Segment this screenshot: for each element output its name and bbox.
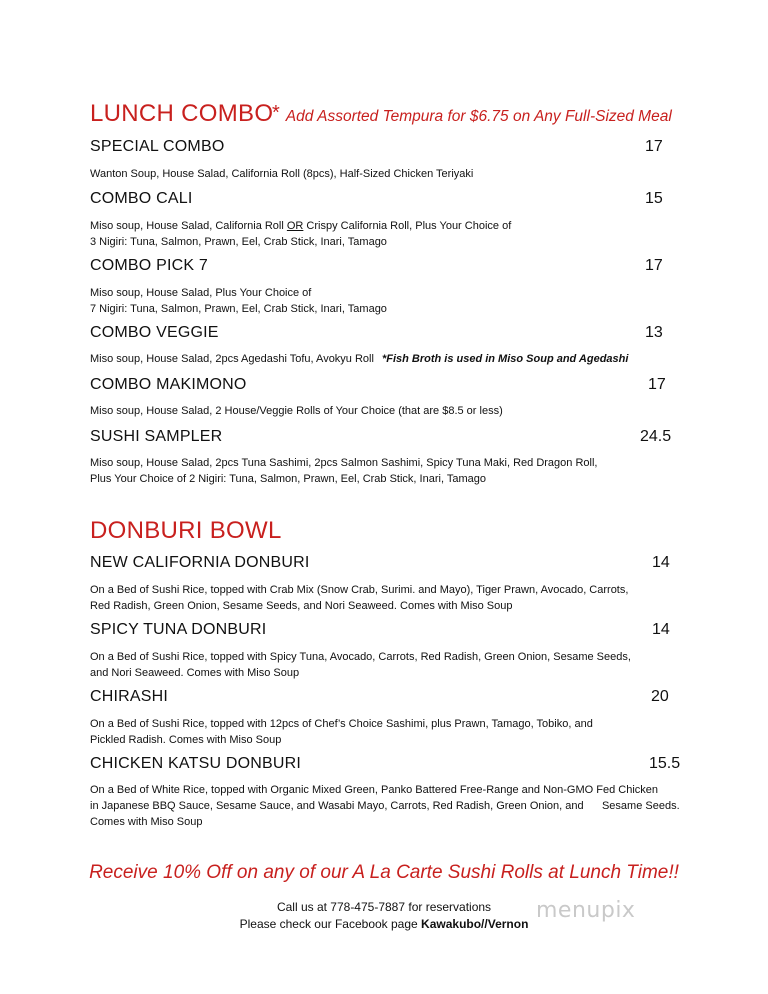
tempura-note-text: Add Assorted Tempura for $6.75 on Any Full-Sized Meal bbox=[285, 108, 672, 125]
menu-item-price: 13 bbox=[645, 324, 663, 341]
note-star: * bbox=[272, 102, 280, 124]
desc-line: Miso soup, House Salad, 2 House/Veggie Rolls of Your Choice (that are $8.5 or less) bbox=[90, 405, 503, 417]
menu-item-price: 20 bbox=[651, 688, 669, 705]
menu-item-name: NEW CALIFORNIA DONBURI bbox=[90, 554, 310, 571]
menu-item-description bbox=[90, 285, 690, 317]
menu-item-description bbox=[90, 782, 690, 830]
desc-or: OR bbox=[286, 220, 304, 232]
menu-item-price: 15.5 bbox=[649, 755, 681, 772]
menu-item-name: SPECIAL COMBO bbox=[90, 138, 225, 155]
desc-line: Wanton Soup, House Salad, California Roll (8pcs), Half-Sized Chicken Teriyaki bbox=[90, 168, 474, 180]
menu-item-name: COMBO CALI bbox=[90, 190, 193, 207]
desc-line: Red Radish, Green Onion, Sesame Seeds, and Nori Seaweed. Comes with Miso Soup bbox=[90, 600, 513, 612]
menu-item-description bbox=[90, 403, 690, 419]
menu-item-description bbox=[90, 166, 690, 182]
menu-item-name: CHICKEN KATSU DONBURI bbox=[90, 755, 302, 772]
menu-item-price: 24.5 bbox=[640, 428, 672, 445]
fish-broth-note: *Fish Broth is used in Miso Soup and Agedashi bbox=[381, 353, 629, 365]
menu-item-name: SPICY TUNA DONBURI bbox=[90, 621, 267, 638]
contact-phone: Call us at 778-475-7887 for reservations bbox=[276, 900, 492, 914]
tempura-note bbox=[272, 104, 672, 127]
desc-line: Miso soup, House Salad, 2pcs Tuna Sashimi, 2pcs Salmon Sashimi, Spicy Tuna Maki, Red Dragon Roll, bbox=[90, 457, 598, 469]
desc-line: Miso soup, House Salad, Plus Your Choice of bbox=[90, 287, 312, 299]
menu-item-price: 15 bbox=[645, 190, 663, 207]
menu-item-name: COMBO PICK 7 bbox=[90, 257, 208, 274]
menu-item-price: 17 bbox=[645, 257, 663, 274]
menu-item-price: 14 bbox=[652, 554, 670, 571]
desc-line: Pickled Radish. Comes with Miso Soup bbox=[90, 734, 282, 746]
facebook-page-name: Kawakubo//Vernon bbox=[421, 917, 529, 931]
desc-line: Miso soup, House Salad, 2pcs Agedashi Tofu, Avokyu Roll bbox=[90, 353, 374, 365]
desc-text: Crispy California Roll, Plus Your Choice of bbox=[303, 220, 512, 232]
desc-line: On a Bed of Sushi Rice, topped with 12pcs of Chef’s Choice Sashimi, plus Prawn, Tamago, Tobiko, and bbox=[90, 718, 593, 730]
menu-item-description bbox=[90, 351, 690, 367]
menu-item-name: CHIRASHI bbox=[90, 688, 169, 705]
menu-item-name: SUSHI SAMPLER bbox=[90, 428, 223, 445]
desc-line: Comes with Miso Soup bbox=[90, 816, 203, 828]
desc-line: On a Bed of Sushi Rice, topped with Spicy Tuna, Avocado, Carrots, Red Radish, Green Onion, Sesame Seeds, bbox=[90, 651, 631, 663]
menu-item-description bbox=[90, 716, 690, 748]
menu-item-description bbox=[90, 218, 690, 250]
desc-line: and Nori Seaweed. Comes with Miso Soup bbox=[90, 667, 300, 679]
desc-line: On a Bed of White Rice, topped with Organic Mixed Green, Panko Battered Free-Range and Non-GMO Fed Chicken bbox=[90, 784, 658, 796]
desc-line: On a Bed of Sushi Rice, topped with Crab Mix (Snow Crab, Surimi. and Mayo), Tiger Prawn, Avocado, Carrots, bbox=[90, 584, 629, 596]
menu-item-name: COMBO VEGGIE bbox=[90, 324, 219, 341]
desc-line: in Japanese BBQ Sauce, Sesame Sauce, and Wasabi Mayo, Carrots, Red Radish, Green Onion, and Sesame Seeds. bbox=[90, 800, 680, 812]
donburi-bowl-title: DONBURI BOWL bbox=[90, 517, 282, 544]
menu-item-price: 17 bbox=[648, 376, 666, 393]
lunch-combo-title: LUNCH COMBO bbox=[90, 100, 274, 127]
desc-line: Plus Your Choice of 2 Nigiri: Tuna, Salmon, Prawn, Eel, Crab Stick, Inari, Tamago bbox=[90, 473, 486, 485]
menupix-watermark: menupix bbox=[536, 898, 636, 923]
facebook-prefix: Please check our Facebook page bbox=[239, 917, 422, 931]
menu-item-price: 17 bbox=[645, 138, 663, 155]
menu-item-price: 14 bbox=[652, 621, 670, 638]
desc-line: 3 Nigiri: Tuna, Salmon, Prawn, Eel, Crab Stick, Inari, Tamago bbox=[90, 236, 387, 248]
contact-facebook bbox=[0, 916, 768, 932]
desc-line: 7 Nigiri: Tuna, Salmon, Prawn, Eel, Crab Stick, Inari, Tamago bbox=[90, 303, 387, 315]
promo-banner: Receive 10% Off on any of our A La Carte Sushi Rolls at Lunch Time!! bbox=[89, 862, 679, 883]
menu-item-description bbox=[90, 455, 690, 487]
menu-item-description bbox=[90, 582, 690, 614]
menu-item-name: COMBO MAKIMONO bbox=[90, 376, 247, 393]
desc-text: Miso soup, House Salad, California Roll bbox=[90, 220, 287, 232]
menu-item-description bbox=[90, 649, 690, 681]
